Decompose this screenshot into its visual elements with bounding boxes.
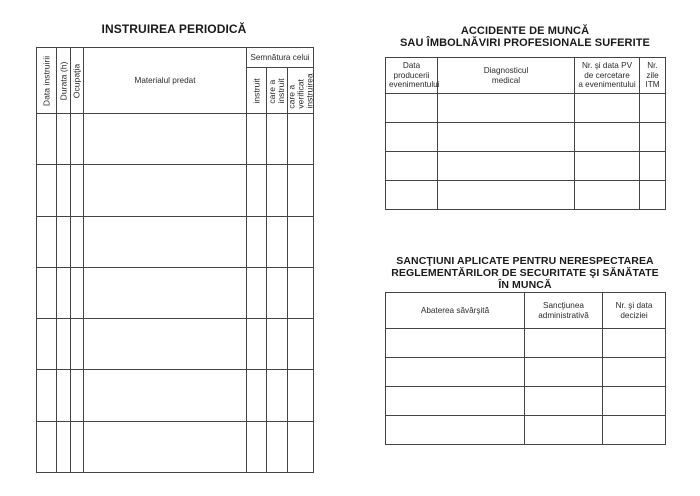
sanction-row	[386, 387, 666, 416]
periodic-training-cell[interactable]	[84, 114, 247, 165]
accident-cell[interactable]	[438, 181, 575, 210]
periodic-training-cell[interactable]	[71, 114, 84, 165]
periodic-training-cell[interactable]	[71, 267, 84, 318]
accident-cell[interactable]	[438, 123, 575, 152]
periodic-training-cell[interactable]	[57, 421, 71, 472]
col-header-duration: Durata (h)	[57, 48, 71, 114]
periodic-training-cell[interactable]	[247, 165, 267, 216]
accident-cell[interactable]	[386, 181, 438, 210]
col-header-itm-days: Nr. zile ITM	[640, 58, 666, 94]
periodic-training-cell[interactable]	[71, 165, 84, 216]
periodic-training-row	[37, 114, 314, 165]
sanction-cell[interactable]	[603, 329, 666, 358]
accident-cell[interactable]	[640, 123, 666, 152]
col-header-trainer: care a instruit	[267, 68, 288, 114]
accident-cell[interactable]	[386, 123, 438, 152]
periodic-training-cell[interactable]	[267, 319, 288, 370]
accident-row	[386, 152, 666, 181]
periodic-training-cell[interactable]	[288, 216, 314, 267]
periodic-training-cell[interactable]	[71, 319, 84, 370]
accident-cell[interactable]	[386, 94, 438, 123]
sanction-cell[interactable]	[386, 416, 525, 445]
accident-cell[interactable]	[640, 94, 666, 123]
periodic-training-cell[interactable]	[267, 267, 288, 318]
periodic-training-cell[interactable]	[84, 165, 247, 216]
accident-cell[interactable]	[386, 152, 438, 181]
periodic-training-cell[interactable]	[57, 370, 71, 421]
accident-cell[interactable]	[438, 94, 575, 123]
accident-row	[386, 94, 666, 123]
sanction-row	[386, 329, 666, 358]
accident-cell[interactable]	[575, 94, 640, 123]
periodic-training-row	[37, 165, 314, 216]
periodic-training-cell[interactable]	[267, 114, 288, 165]
periodic-training-cell[interactable]	[71, 421, 84, 472]
periodic-training-row	[37, 319, 314, 370]
accidents-table	[385, 57, 666, 210]
sanction-row	[386, 358, 666, 387]
periodic-training-cell[interactable]	[267, 370, 288, 421]
accident-row	[386, 181, 666, 210]
periodic-training-cell[interactable]	[37, 114, 57, 165]
periodic-training-cell[interactable]	[84, 319, 247, 370]
col-header-diagnosis: Diagnosticul medical	[438, 58, 575, 94]
sanction-cell[interactable]	[525, 329, 603, 358]
periodic-training-cell[interactable]	[84, 216, 247, 267]
periodic-training-cell[interactable]	[247, 319, 267, 370]
periodic-training-cell[interactable]	[57, 216, 71, 267]
periodic-training-cell[interactable]	[247, 267, 267, 318]
periodic-training-cell[interactable]	[288, 370, 314, 421]
accident-cell[interactable]	[640, 181, 666, 210]
periodic-training-cell[interactable]	[71, 370, 84, 421]
periodic-training-cell[interactable]	[247, 114, 267, 165]
col-header-decision: Nr. şi data deciziei	[603, 293, 666, 329]
sanction-cell[interactable]	[386, 387, 525, 416]
periodic-training-cell[interactable]	[84, 267, 247, 318]
sanction-cell[interactable]	[603, 387, 666, 416]
col-header-violation: Abaterea săvârşită	[386, 293, 525, 329]
col-header-trained: instruit	[247, 68, 267, 114]
sanction-cell[interactable]	[525, 387, 603, 416]
sanction-cell[interactable]	[386, 358, 525, 387]
periodic-training-cell[interactable]	[37, 319, 57, 370]
periodic-training-cell[interactable]	[84, 370, 247, 421]
sanction-cell[interactable]	[603, 358, 666, 387]
sanction-row	[386, 416, 666, 445]
accident-cell[interactable]	[575, 152, 640, 181]
accident-cell[interactable]	[575, 123, 640, 152]
col-header-sanction: Sancţiunea administrativă	[525, 293, 603, 329]
periodic-training-cell[interactable]	[37, 267, 57, 318]
col-header-verifier: care a verificat instruirea	[288, 68, 314, 114]
periodic-training-cell[interactable]	[37, 370, 57, 421]
periodic-training-cell[interactable]	[288, 114, 314, 165]
periodic-training-cell[interactable]	[267, 421, 288, 472]
periodic-training-row	[37, 267, 314, 318]
periodic-training-cell[interactable]	[247, 370, 267, 421]
col-header-signature-group: Semnătura celui	[247, 48, 314, 68]
col-header-event-date: Data producerii evenimentului	[386, 58, 438, 94]
periodic-training-row	[37, 370, 314, 421]
col-header-material: Materialul predat	[84, 48, 247, 114]
periodic-training-cell[interactable]	[247, 421, 267, 472]
periodic-training-table	[36, 47, 314, 473]
periodic-training-cell[interactable]	[267, 165, 288, 216]
col-header-date: Data instruirii	[37, 48, 57, 114]
periodic-training-cell[interactable]	[288, 267, 314, 318]
periodic-training-cell[interactable]	[57, 267, 71, 318]
periodic-training-cell[interactable]	[247, 216, 267, 267]
sanction-cell[interactable]	[525, 358, 603, 387]
sanctions-title: SANCŢIUNI APLICATE PENTRU NERESPECTAREA REGLEMENTĂRILOR DE SECURITATE ŞI SĂNĂTATE ÎN MUNCĂ	[391, 255, 659, 291]
periodic-training-cell[interactable]	[288, 165, 314, 216]
periodic-training-cell[interactable]	[288, 421, 314, 472]
sanction-cell[interactable]	[525, 416, 603, 445]
sanction-cell[interactable]	[603, 416, 666, 445]
periodic-training-cell[interactable]	[57, 165, 71, 216]
accident-cell[interactable]	[575, 181, 640, 210]
col-header-pv: Nr. şi data PV de cercetare a evenimentului	[575, 58, 640, 94]
periodic-training-cell[interactable]	[37, 165, 57, 216]
periodic-training-row	[37, 216, 314, 267]
sanctions-table	[385, 292, 666, 445]
periodic-training-row	[37, 421, 314, 472]
periodic-training-cell[interactable]	[37, 216, 57, 267]
periodic-training-cell[interactable]	[267, 216, 288, 267]
periodic-training-cell[interactable]	[71, 216, 84, 267]
accident-cell[interactable]	[640, 152, 666, 181]
periodic-training-cell[interactable]	[288, 319, 314, 370]
col-header-occupation: Ocupaţia	[71, 48, 84, 114]
accident-cell[interactable]	[438, 152, 575, 181]
periodic-training-cell[interactable]	[57, 319, 71, 370]
periodic-training-cell[interactable]	[37, 421, 57, 472]
periodic-training-cell[interactable]	[57, 114, 71, 165]
periodic-training-title: INSTRUIREA PERIODICĂ	[101, 22, 247, 36]
accident-row	[386, 123, 666, 152]
sanction-cell[interactable]	[386, 329, 525, 358]
periodic-training-cell[interactable]	[84, 421, 247, 472]
accidents-title: ACCIDENTE DE MUNCĂ SAU ÎMBOLNĂVIRI PROFESIONALE SUFERITE	[400, 25, 650, 50]
